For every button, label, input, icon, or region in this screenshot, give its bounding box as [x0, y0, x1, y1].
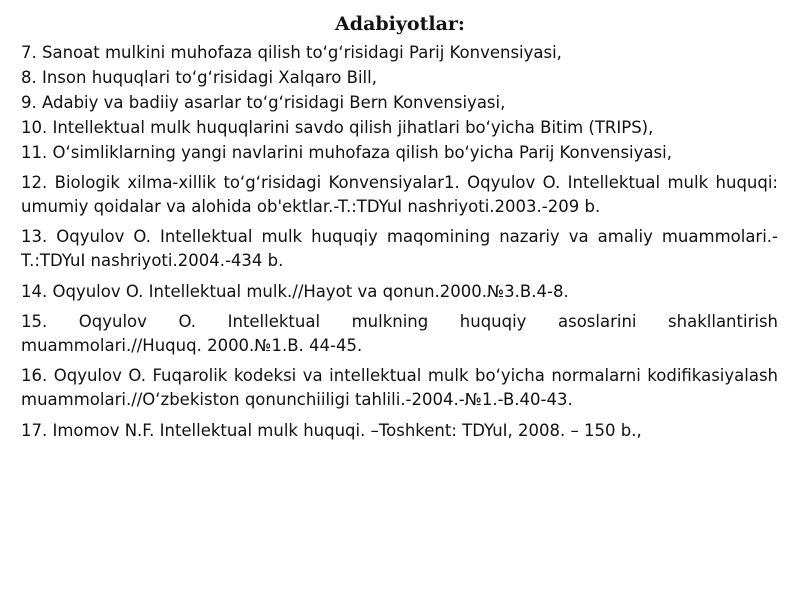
reference-item: 16. Oqyulov O. Fuqarolik kodeksi va intellektual mulk bo‘yicha normalarni kodifikasiyalash muammolari.//O‘zbekiston qonunchiiligi tahlili.-2004.-№1.-B.40-43. — [21, 366, 778, 409]
reference-item: 15. Oqyulov O. Intellektual mulkning huquqiy asoslarini shakllantirish muammolari.//Huquq. 2000.№1.B. 44-45. — [21, 312, 778, 355]
reference-item: 9. Adabiy va badiiy asarlar to‘g‘risidagi Bern Konvensiyasi, — [21, 93, 506, 112]
reference-item: 12. Biologik xilma-xillik to‘g‘risidagi Konvensiyalar1. Oqyulov O. Intellektual mulk huquqi: umumiy qoidalar va alohida ob'ektlar.-T.:TDYuI nashriyoti.2003.-209 b. — [21, 173, 778, 216]
page-title: Adabiyotlar: — [335, 13, 465, 35]
reference-item: 13. Oqyulov O. Intellektual mulk huquqiy maqomining nazariy va amaliy muammolari.-T.:TDYuI nashriyoti.2004.-434 b. — [21, 227, 778, 270]
reference-item: 7. Sanoat mulkini muhofaza qilish to‘g‘risidagi Parij Konvensiyasi, — [21, 43, 562, 62]
reference-item: 11. O‘simliklarning yangi navlarini muhofaza qilish bo‘yicha Parij Konvensiyasi, — [21, 143, 672, 162]
reference-item: 10. Intellektual mulk huquqlarini savdo qilish jihatlari bo‘yicha Bitim (TRIPS), — [21, 118, 654, 137]
reference-item: 17. Imomov N.F. Intellektual mulk huquqi. –Toshkent: TDYuI, 2008. – 150 b., — [21, 421, 642, 440]
reference-item: 14. Oqyulov O. Intellektual mulk.//Hayot va qonun.2000.№3.B.4-8. — [21, 282, 569, 301]
reference-item: 8. Inson huquqlari to‘g‘risidagi Xalqaro Bill, — [21, 68, 377, 87]
reference-list — [21, 40, 778, 443]
